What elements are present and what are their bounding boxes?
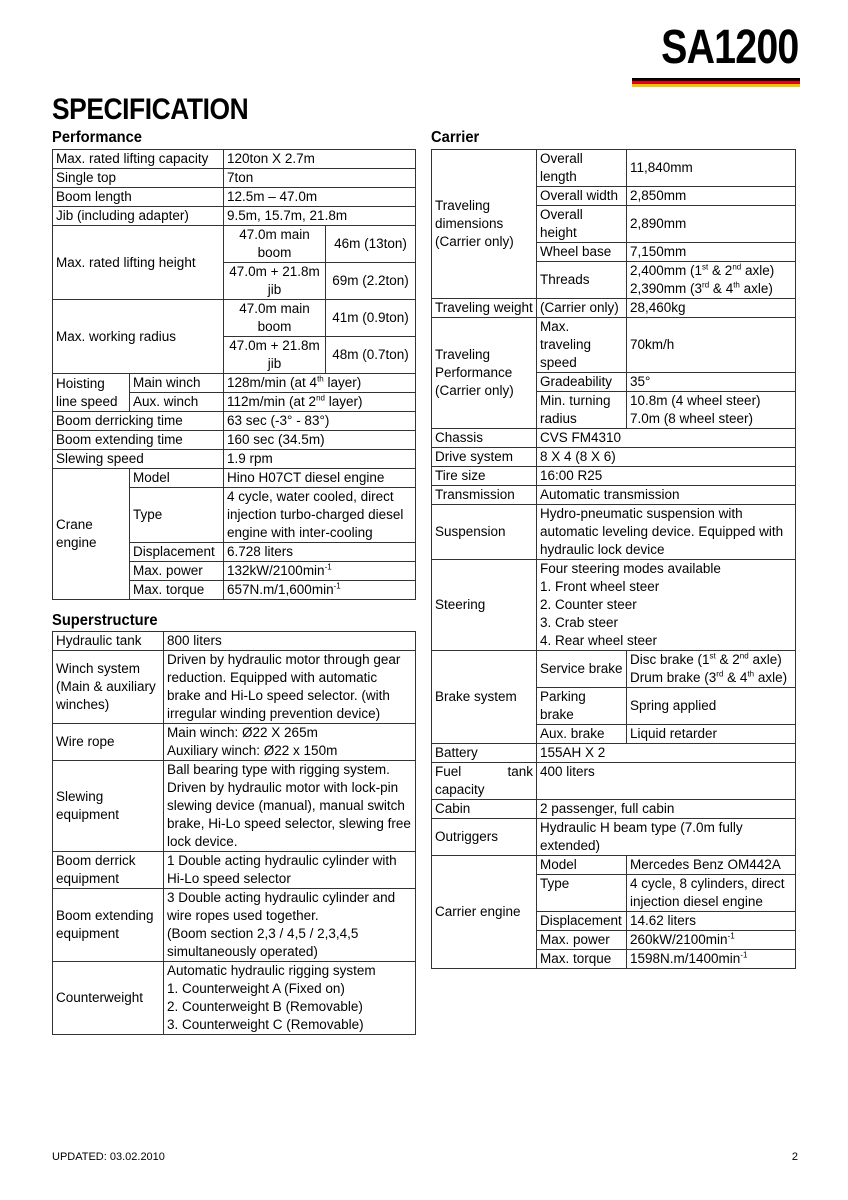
- table-row: Steering Four steering modes available 1. Front wheel steer 2. Counter steer 3. Crab steer 4. Rear wheel steer: [432, 560, 796, 651]
- table-row: Max. power $132kW/2100\min^{-1}$: [53, 562, 416, 581]
- table-row: Max. working radius 47.0m main boom 41m (0.9ton): [53, 300, 416, 337]
- table-row: Fuel tank capacity 400 liters: [432, 763, 796, 800]
- table-row: Transmission Automatic transmission: [432, 486, 796, 505]
- table-row: Jib (including adapter) 9.5m, 15.7m, 21.8m: [53, 207, 416, 226]
- table-row: 47.0m + 21.8m jib 69m (2.2ton): [53, 263, 416, 300]
- table-row: Parking brake Spring applied: [432, 688, 796, 725]
- stripe-yellow: [632, 84, 800, 87]
- table-row: Displacement 6.728 liters: [53, 543, 416, 562]
- table-row: Boom extending time 160 sec (34.5m): [53, 431, 416, 450]
- table-row: Brake system Service brake Disc brake (1st & 2nd axle) Drum brake (3rd & 4th axle): [432, 651, 796, 688]
- table-row: Overall height 2,890mm: [432, 206, 796, 243]
- table-row: Tire size 16:00 R25: [432, 467, 796, 486]
- table-row: Overall width 2,850mm: [432, 187, 796, 206]
- model-logo: SA1200: [660, 21, 798, 74]
- table-row: Wheel base 7,150mm: [432, 243, 796, 262]
- table-row: Winch system (Main & auxiliary winches) Driven by hydraulic motor through gear reduction. Equipped with automatic brake and Hi-Lo speed selector. (with irregular winding prevention device): [53, 651, 416, 724]
- superstructure-heading: Superstructure: [52, 612, 158, 629]
- superstructure-table: [52, 631, 416, 1035]
- page-number: 2: [791, 1151, 798, 1163]
- table-row: Slewing speed 1.9 rpm: [53, 450, 416, 469]
- table-row: Type 4 cycle, 8 cylinders, direct injection diesel engine: [432, 875, 796, 912]
- table-row: Cabin 2 passenger, full cabin: [432, 800, 796, 819]
- table-row: Boom extending equipment 3 Double acting hydraulic cylinder and wire ropes used together. (Boom section 2,3 / 4,5 / 2,3,4,5 simultaneously operated): [53, 889, 416, 962]
- table-row: Aux. brake Liquid retarder: [432, 725, 796, 744]
- table-row: Slewing equipment Ball bearing type with rigging system. Driven by hydraulic motor with lock-pin slewing device (manual), manual switch brake, Hi-Lo speed selector, slewing free lock device.: [53, 761, 416, 852]
- carrier-heading: Carrier: [431, 129, 480, 146]
- table-row: Hydraulic tank 800 liters: [53, 632, 416, 651]
- table-row: Aux. winch 112m/min (at 2nd layer): [53, 393, 416, 412]
- table-row: Max. rated lifting height 47.0m main boom 46m (13ton): [53, 226, 416, 263]
- table-row: Min. turning radius 10.8m (4 wheel steer) 7.0m (8 wheel steer): [432, 392, 796, 429]
- table-row: Displacement 14.62 liters: [432, 912, 796, 931]
- table-row: Traveling weight (Carrier only) 28,460kg: [432, 299, 796, 318]
- table-row: 47.0m + 21.8m jib 48m (0.7ton): [53, 337, 416, 374]
- table-row: Hoisting line speed Main winch 128m/min (at 4th layer): [53, 374, 416, 393]
- table-row: Counterweight Automatic hydraulic rigging system 1. Counterweight A (Fixed on) 2. Counterweight B (Removable) 3. Counterweight C (Removable): [53, 962, 416, 1035]
- carrier-table: [431, 149, 796, 969]
- table-row: Max. power $260kW/2100\min^{-1}$: [432, 931, 796, 950]
- table-row: Max. torque $657N.m/1,600\min^{-1}$: [53, 581, 416, 600]
- table-row: Battery 155AH X 2: [432, 744, 796, 763]
- table-row: Traveling dimensions (Carrier only) Overall length 11,840mm: [432, 150, 796, 187]
- page-title: SPECIFICATION: [52, 93, 249, 126]
- table-row: Boom length 12.5m – 47.0m: [53, 188, 416, 207]
- table-row: Drive system 8 X 4 (8 X 6): [432, 448, 796, 467]
- table-row: Suspension Hydro-pneumatic suspension with automatic leveling device. Equipped with hydraulic lock device: [432, 505, 796, 560]
- table-row: Traveling Performance (Carrier only) Max. traveling speed 70km/h: [432, 318, 796, 373]
- updated-date: UPDATED: 03.02.2010: [52, 1151, 165, 1163]
- performance-table: [52, 149, 416, 600]
- table-row: Single top 7ton: [53, 169, 416, 188]
- table-row: Boom derricking time 63 sec (-3° - 83°): [53, 412, 416, 431]
- table-row: Threads 2,400mm (1st & 2nd axle) 2,390mm (3rd & 4th axle): [432, 262, 796, 299]
- brand-stripes: [632, 78, 800, 87]
- table-row: Outriggers Hydraulic H beam type (7.0m fully extended): [432, 819, 796, 856]
- table-row: Gradeability 35°: [432, 373, 796, 392]
- table-row: Wire rope Main winch: Ø22 X 265m Auxiliary winch: Ø22 x 150m: [53, 724, 416, 761]
- table-row: Max. rated lifting capacity 120ton X 2.7m: [53, 150, 416, 169]
- table-row: Carrier engine Model Mercedes Benz OM442A: [432, 856, 796, 875]
- performance-heading: Performance: [52, 129, 143, 146]
- table-row: Chassis CVS FM4310: [432, 429, 796, 448]
- table-row: Max. torque $1598N.m/1400\min^{-1}$: [432, 950, 796, 969]
- table-row: Crane engine Model Hino H07CT diesel engine: [53, 469, 416, 488]
- table-row: Boom derrick equipment 1 Double acting hydraulic cylinder with Hi-Lo speed selector: [53, 852, 416, 889]
- table-row: Type 4 cycle, water cooled, direct injection turbo-charged diesel engine with inter-cooling: [53, 488, 416, 543]
